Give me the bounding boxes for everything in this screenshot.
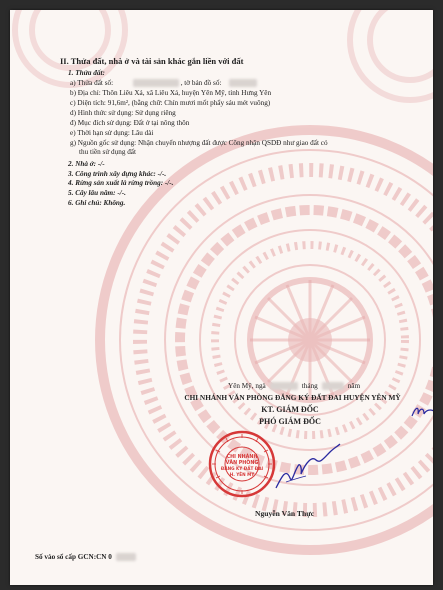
address-line: b) Địa chỉ: Thôn Liêu Xá, xã Liêu Xá, huyện Yên Mỹ, tỉnh Hưng Yên <box>70 89 272 97</box>
svg-text:ĐĂNG KÝ ĐẤT ĐAI: ĐĂNG KÝ ĐẤT ĐAI <box>220 466 264 471</box>
redacted-day <box>270 382 298 390</box>
redacted-map-number <box>229 79 257 87</box>
issuing-office: CHI NHÁNH VĂN PHÒNG ĐĂNG KÝ ĐẤT ĐAI HUYỆN YÊN MỸ <box>184 393 401 402</box>
section-title: II. Thửa đất, nhà ở và tài sản khác gắn liền với đất <box>60 56 244 66</box>
usage-form-line: d) Hình thức sử dụng: Sử dụng riêng <box>70 109 176 117</box>
signer-role-2: PHÓ GIÁM ĐỐC <box>259 417 321 426</box>
registry-label: Số vào sổ cấp GCN:CN 0 <box>35 553 112 561</box>
initials-mark <box>410 402 433 420</box>
notes-item: 6. Ghi chú: Không. <box>68 199 126 207</box>
svg-text:VĂN PHÒNG: VĂN PHÒNG <box>225 461 259 466</box>
plot-number-label: a) Thửa đất số: <box>70 79 114 87</box>
signing-date <box>228 382 360 391</box>
redacted-plot-number <box>133 79 179 87</box>
usage-term-line: e) Thời hạn sử dụng: Lâu dài <box>70 129 154 137</box>
registry-number <box>35 553 136 561</box>
perennial-trees-item: 5. Cây lâu năm: -/-. <box>68 189 126 197</box>
usage-origin-line-cont: thu tiền sử dụng đất <box>79 148 136 156</box>
year-label: năm <box>347 382 361 390</box>
director-signature <box>272 438 342 493</box>
forest-item: 4. Rừng sản xuất là rừng trồng: -/-. <box>68 179 174 187</box>
usage-purpose-line: đ) Mục đích sử dụng: Đất ở tại nông thôn <box>70 119 190 127</box>
svg-text:CHI NHÁNH: CHI NHÁNH <box>226 455 258 460</box>
signer-name: Nguyễn Văn Thực <box>255 509 315 518</box>
certificate-page <box>10 10 433 585</box>
month-label: tháng <box>301 382 318 390</box>
map-sheet-label: , tờ bản đồ số: <box>180 79 222 87</box>
place-prefix: Yên Mỹ, ngà <box>228 382 266 390</box>
official-seal <box>208 430 276 498</box>
plot-number-row <box>70 79 257 88</box>
redacted-month <box>322 382 344 390</box>
svg-text:H. YÊN MỸ: H. YÊN MỸ <box>229 472 255 477</box>
construction-item: 3. Công trình xây dựng khác: -/-. <box>68 170 167 178</box>
area-line: c) Diện tích: 91,6m², (bằng chữ: Chín mươi mốt phẩy sáu mét vuông) <box>70 99 271 107</box>
usage-origin-line: g) Nguồn gốc sử dụng: Nhận chuyển nhượng đất được Công nhận QSDĐ như giao đất có <box>70 139 328 147</box>
land-plot-heading: 1. Thửa đất: <box>68 69 105 77</box>
signer-role-1: KT. GIÁM ĐỐC <box>261 405 319 414</box>
redacted-registry-number <box>116 553 136 561</box>
house-item: 2. Nhà ở: -/- <box>68 160 105 168</box>
